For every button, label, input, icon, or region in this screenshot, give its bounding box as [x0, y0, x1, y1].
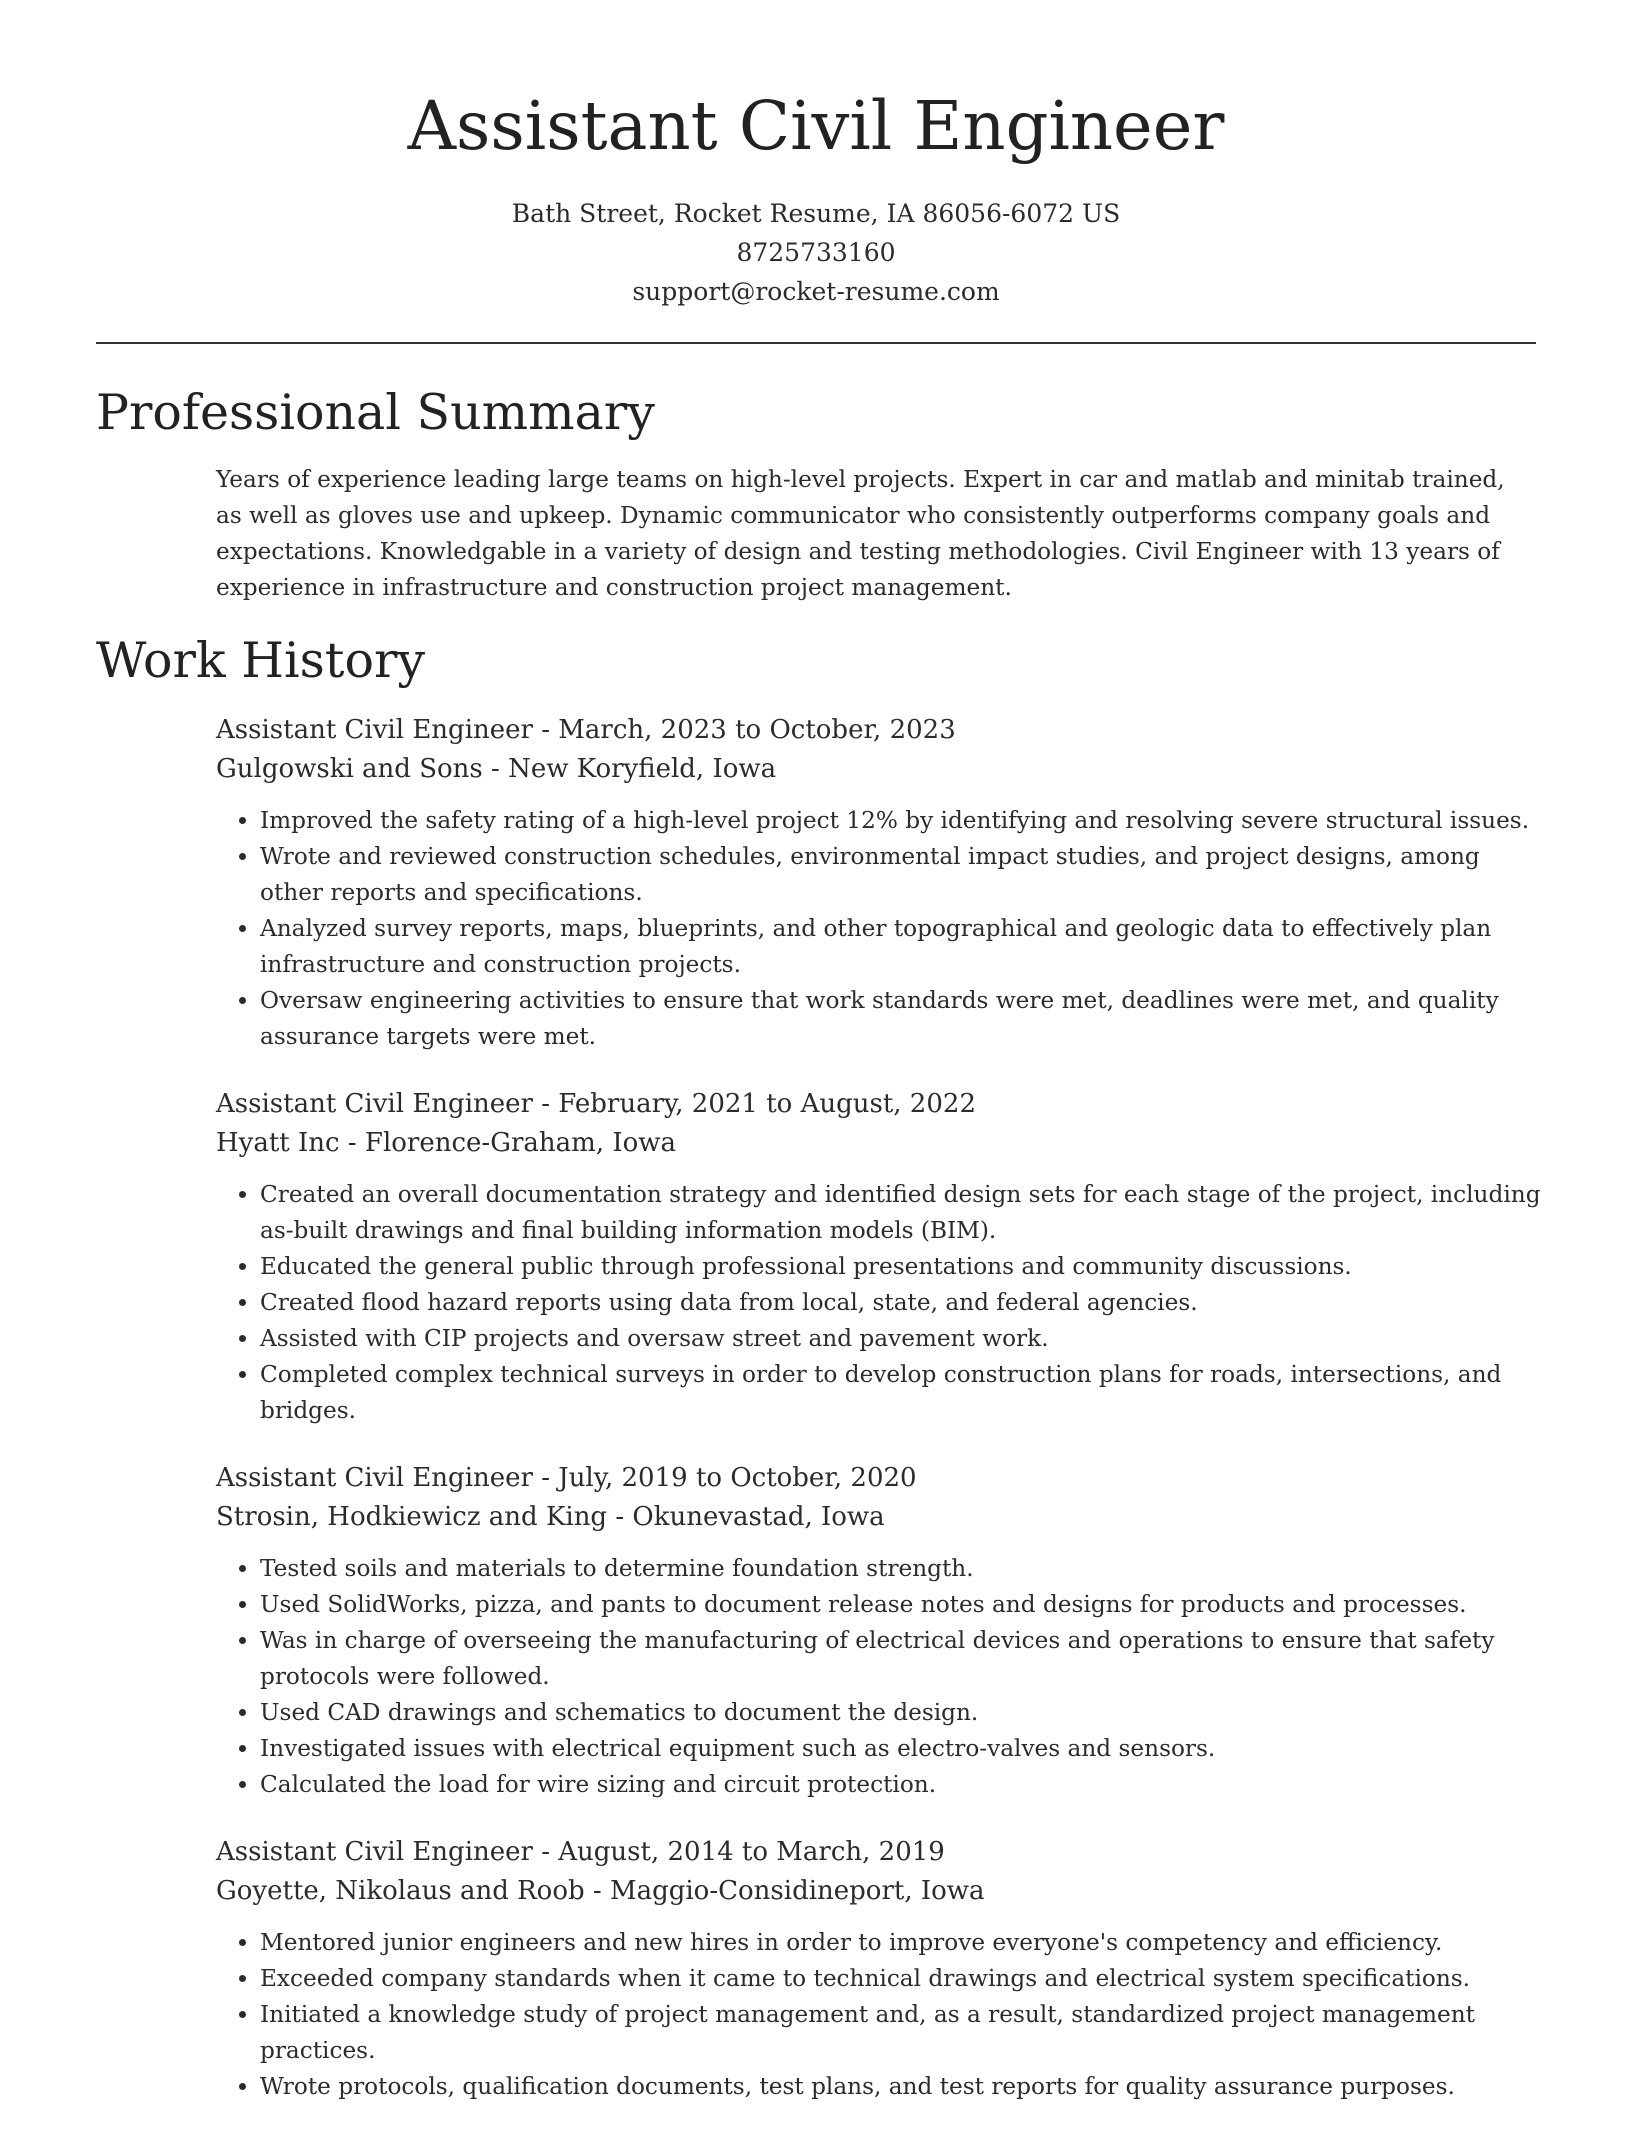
job-bullet: • Educated the general public through professional presentations and community discussions. [260, 1249, 1546, 1285]
summary-text: Years of experience leading large teams on high-level projects. Expert in car and matlab and minitab trained, as well as gloves use and upkeep. Dynamic communicator who consistently outperforms company goals and expectations. Knowledgable in a variety of design and testing methodologies. Civil Engineer with 13 years of experience in infrastructure and construction project management. [216, 466, 1505, 601]
job-bullet: • Used SolidWorks, pizza, and pants to document release notes and designs for products and processes. [260, 1587, 1546, 1623]
contact-email: support@rocket-resume.com [632, 277, 1000, 306]
job-title-line: Assistant Civil Engineer - August, 2014 to March, 2019 [216, 1837, 945, 1867]
job-bullet: • Created flood hazard reports using data from local, state, and federal agencies. [260, 1285, 1546, 1321]
job-bullet: • Oversaw engineering activities to ensure that work standards were met, deadlines were met, and quality assurance targets were met. [260, 983, 1546, 1055]
contact-address: Bath Street, Rocket Resume, IA 86056-6072 US [511, 199, 1121, 228]
job-bullet: • Tested soils and materials to determine foundation strength. [260, 1551, 1546, 1587]
job-bullet-list [216, 1551, 1546, 1803]
job-bullet: • Exceeded company standards when it came to technical drawings and electrical system specifications. [260, 1961, 1546, 1997]
work-history-list [216, 711, 1546, 2135]
job-title-line: Assistant Civil Engineer - February, 2021 to August, 2022 [216, 1089, 976, 1119]
job-bullet: • Analyzed survey reports, maps, blueprints, and other topographical and geologic data to effectively plan infrastructure and construction projects. [260, 911, 1546, 983]
job-company-line: Hyatt Inc - Florence-Graham, Iowa [216, 1128, 677, 1158]
job-title-line: Assistant Civil Engineer - March, 2023 to October, 2023 [216, 715, 956, 745]
page-title: Assistant Civil Engineer [407, 87, 1225, 165]
job-bullet: • Created an overall documentation strategy and identified design sets for each stage of the project, including as-built drawings and final building information models (BIM). [260, 1177, 1546, 1249]
contact-phone: 8725733160 [736, 238, 896, 267]
job-bullet: • Investigated issues with electrical equipment such as electro-valves and sensors. [260, 1731, 1546, 1767]
job-entry [216, 1459, 1546, 1803]
job-bullet-list [216, 803, 1546, 1055]
job-entry [216, 711, 1546, 1055]
job-entry [216, 1085, 1546, 1429]
job-bullet-list [216, 1925, 1546, 2105]
header-divider [96, 342, 1536, 344]
job-bullet: • Mentored junior engineers and new hires in order to improve everyone's competency and efficiency. [260, 1925, 1546, 1961]
work-history-heading: Work History [96, 632, 426, 689]
job-bullet: • Used CAD drawings and schematics to document the design. [260, 1695, 1546, 1731]
job-company-line: Gulgowski and Sons - New Koryfield, Iowa [216, 754, 777, 784]
job-entry [216, 1833, 1546, 2105]
resume-header [0, 0, 1632, 311]
job-title-line: Assistant Civil Engineer - July, 2019 to October, 2020 [216, 1463, 917, 1493]
job-bullet: • Wrote protocols, qualification documents, test plans, and test reports for quality assurance purposes. [260, 2069, 1546, 2105]
job-company-line: Strosin, Hodkiewicz and King - Okunevastad, Iowa [216, 1502, 885, 1532]
job-bullet: • Completed complex technical surveys in order to develop construction plans for roads, intersections, and bridges. [260, 1357, 1546, 1429]
job-bullet: • Initiated a knowledge study of project management and, as a result, standardized project management practices. [260, 1997, 1546, 2069]
summary-heading: Professional Summary [96, 384, 655, 441]
job-bullet-list [216, 1177, 1546, 1429]
job-bullet: • Improved the safety rating of a high-level project 12% by identifying and resolving severe structural issues. [260, 803, 1546, 839]
job-company-line: Goyette, Nikolaus and Roob - Maggio-Considineport, Iowa [216, 1876, 985, 1906]
job-bullet: • Wrote and reviewed construction schedules, environmental impact studies, and project designs, among other reports and specifications. [260, 839, 1546, 911]
job-bullet: • Calculated the load for wire sizing and circuit protection. [260, 1767, 1546, 1803]
job-bullet: • Assisted with CIP projects and oversaw street and pavement work. [260, 1321, 1546, 1357]
contact-info [0, 194, 1632, 311]
job-bullet: • Was in charge of overseeing the manufacturing of electrical devices and operations to ensure that safety protocols were followed. [260, 1623, 1546, 1695]
